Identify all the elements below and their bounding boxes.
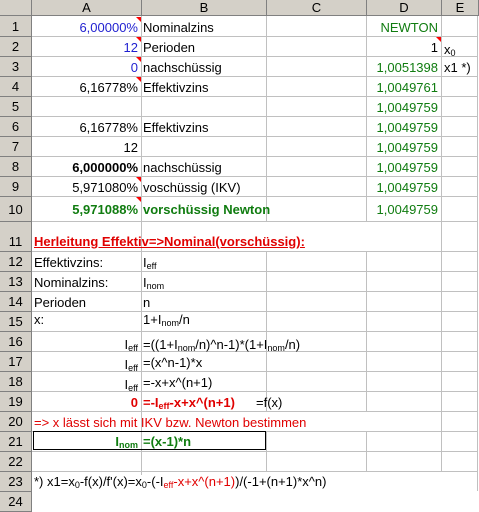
gridline: [32, 36, 478, 37]
row-header-16[interactable]: 16: [0, 332, 32, 352]
cell-a9[interactable]: 5,971080%: [72, 180, 138, 195]
row-header-14[interactable]: 14: [0, 292, 32, 312]
comment-indicator: [436, 37, 441, 42]
cell-e2[interactable]: $x_0$: [444, 42, 456, 58]
gridline: [32, 196, 478, 197]
row-header-6[interactable]: 6: [0, 117, 32, 137]
gridline: [32, 451, 478, 452]
cell-a8[interactable]: 6,000000%: [72, 160, 138, 175]
cell-b8[interactable]: nachschüssig: [143, 160, 222, 175]
cell-a15[interactable]: x:: [34, 312, 45, 327]
cell-d3[interactable]: 1,0051398: [376, 60, 438, 75]
row-header-4[interactable]: 4: [0, 77, 32, 97]
row-header-23[interactable]: 23: [0, 472, 32, 492]
cell-a3[interactable]: 0: [130, 60, 138, 75]
cell-a19[interactable]: $I_{eff}$: [124, 377, 138, 393]
cell-b4[interactable]: Effektivzins: [143, 80, 209, 95]
cell-a10[interactable]: 5,971088%: [72, 202, 138, 217]
cell-a24-footnote[interactable]: *) $x1=x_0-f(x)/f'(x)=x_0-(-I_{eff}-x+x\^{}(n+1))/(-1+(n+1)*x\^{}n)$: [34, 474, 327, 490]
cell-a14[interactable]: Perioden: [34, 295, 87, 310]
cell-b22[interactable]: =(x-1)*n: [143, 434, 192, 449]
row-header-8[interactable]: 8: [0, 157, 32, 177]
row-header-18[interactable]: 18: [0, 372, 32, 392]
cell-d8[interactable]: 1,0049759: [376, 160, 438, 175]
gridline: [32, 271, 478, 272]
row-header-19[interactable]: 19: [0, 392, 32, 412]
cell-a17[interactable]: $I_{eff}$: [124, 337, 138, 353]
comment-indicator: [136, 177, 141, 182]
cell-a7[interactable]: 12: [123, 140, 138, 155]
cell-a22[interactable]: $I_{nom}$: [115, 434, 138, 450]
cell-b10[interactable]: vorschüssig Newton: [143, 202, 271, 217]
comment-indicator: [136, 37, 141, 42]
cell-b2[interactable]: Perioden: [143, 40, 196, 55]
row-header-2[interactable]: 2: [0, 37, 32, 57]
gridline: [477, 16, 478, 491]
row-header-15[interactable]: 15: [0, 312, 32, 332]
row-header-9[interactable]: 9: [0, 177, 32, 197]
column-header-b[interactable]: B: [142, 0, 267, 16]
cell-a4[interactable]: 6,16778%: [79, 80, 138, 95]
cell-b12[interactable]: $I_{eff}$: [143, 255, 157, 271]
cell-d7[interactable]: 1,0049759: [376, 140, 438, 155]
gridline: [32, 156, 478, 157]
gridline: [441, 16, 442, 475]
gridline: [32, 176, 478, 177]
cell-b6[interactable]: Effektivzins: [143, 120, 209, 135]
cell-b3[interactable]: nachschüssig: [143, 60, 222, 75]
row-header-21[interactable]: 21: [0, 432, 32, 452]
gridline: [32, 96, 478, 97]
cell-d5[interactable]: 1,0049759: [376, 100, 438, 115]
row-header-5[interactable]: 5: [0, 97, 32, 117]
cell-d6[interactable]: 1,0049759: [376, 120, 438, 135]
row-header-22[interactable]: 22: [0, 452, 32, 472]
column-header-c[interactable]: C: [267, 0, 367, 16]
cell-a1[interactable]: 6,00000%: [79, 20, 138, 35]
cell-a18[interactable]: $I_{eff}$: [124, 357, 138, 373]
gridline: [32, 291, 478, 292]
row-header-24[interactable]: 24: [0, 492, 32, 512]
gridline: [32, 251, 478, 252]
cell-a2[interactable]: 12: [123, 40, 138, 55]
comment-indicator: [136, 77, 141, 82]
cell-b13[interactable]: $I_{nom}$: [143, 275, 165, 291]
cell-e3[interactable]: x1 *): [444, 60, 471, 75]
gridline: [32, 56, 478, 57]
cell-c20[interactable]: =f(x): [256, 395, 283, 410]
cell-b1[interactable]: Nominalzins: [143, 20, 214, 35]
row-header-3[interactable]: 3: [0, 57, 32, 77]
cell-a21[interactable]: => x lässt sich mit IKV bzw. Newton bestimmen: [34, 415, 307, 430]
cell-b15[interactable]: $1+I_{nom}/n$: [143, 312, 190, 328]
cell-d4[interactable]: 1,0049761: [376, 80, 438, 95]
row-header-10[interactable]: 10: [0, 197, 32, 222]
comment-indicator: [136, 197, 141, 202]
gridline: [32, 136, 478, 137]
cell-b14[interactable]: n: [143, 295, 151, 310]
gridline: [32, 311, 478, 312]
cell-d2[interactable]: 1: [430, 40, 438, 55]
row-header-20[interactable]: 20: [0, 412, 32, 432]
cell-a11-heading[interactable]: Herleitung Effektiv=>Nominal(vorschüssig):: [34, 234, 305, 249]
row-header-12[interactable]: 12: [0, 252, 32, 272]
cell-b19[interactable]: =-x+x^(n+1): [143, 375, 213, 390]
comment-indicator: [136, 17, 141, 22]
gridline: [32, 331, 478, 332]
cell-b17[interactable]: $=((1+I_{nom}/n)\^{}n-1)*(1+I_{nom}/n)$: [143, 337, 301, 353]
cell-a12[interactable]: Effektivzins:: [34, 255, 104, 270]
cell-b18[interactable]: =(x^n-1)*x: [143, 355, 203, 370]
cell-b20[interactable]: $=-I_{eff}-x+x\^{}(n+1)$: [143, 395, 235, 411]
cell-d10[interactable]: 1,0049759: [376, 202, 438, 217]
select-all-corner[interactable]: [0, 0, 32, 16]
comment-indicator: [136, 57, 141, 62]
row-header-17[interactable]: 17: [0, 352, 32, 372]
cell-a13[interactable]: Nominalzins:: [34, 275, 109, 290]
cell-d9[interactable]: 1,0049759: [376, 180, 438, 195]
column-header-a[interactable]: A: [32, 0, 142, 16]
cell-a6[interactable]: 6,16778%: [79, 120, 138, 135]
gridline: [32, 76, 478, 77]
column-header-d[interactable]: D: [367, 0, 442, 16]
gridline: [32, 116, 478, 117]
cell-b9[interactable]: voschüssig (IKV): [143, 180, 241, 195]
cell-a20[interactable]: 0: [130, 395, 138, 410]
row-header-13[interactable]: 13: [0, 272, 32, 292]
column-header-e[interactable]: E: [442, 0, 479, 16]
row-header-1[interactable]: 1: [0, 16, 32, 37]
row-header-11[interactable]: 11: [0, 222, 32, 252]
cell-d1[interactable]: NEWTON: [380, 20, 438, 35]
row-header-7[interactable]: 7: [0, 137, 32, 157]
